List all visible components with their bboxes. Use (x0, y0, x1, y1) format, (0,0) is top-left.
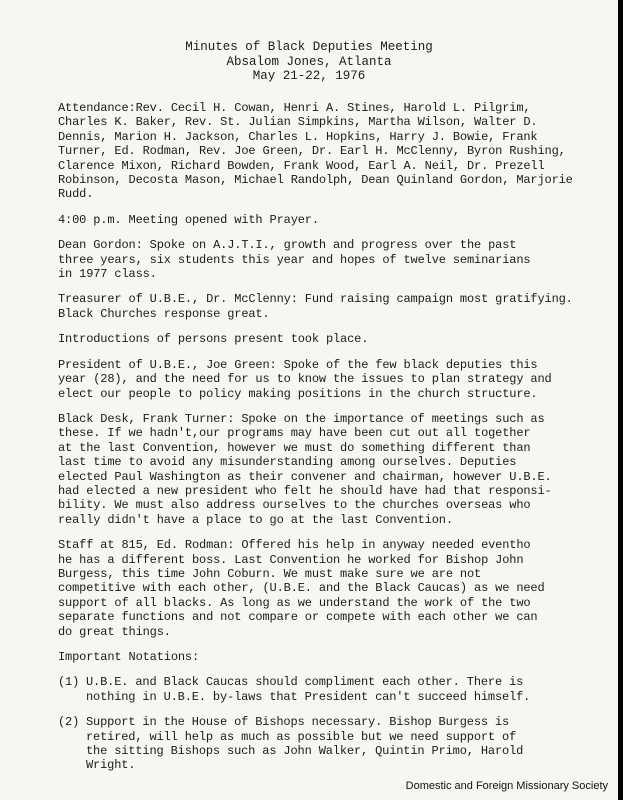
meeting-location: Absalom Jones, Atlanta (226, 54, 392, 69)
notation-number: (1) (58, 675, 80, 690)
archive-watermark: Domestic and Foreign Missionary Society (405, 780, 608, 792)
document-header (0, 40, 618, 84)
notation-item (58, 675, 610, 704)
black-desk-paragraph: Black Desk, Frank Turner: Spoke on the importance of meetings such as these. If we hadn't,our programs may have been cut out all together at the last Convention, however we must do something different than last time to avoid any misunderstanding among ourselves. Deputies elected Paul Washington as their convener and chairman, however U.B.E. had elected a new president who felt he should have had that responsi- bility. We must also address ourselves to the churches overseas who really didn't have a place to go at the last Convention. (58, 411, 552, 527)
notation-text: U.B.E. and Black Caucas should compliment each other. There is nothing in U.B.E. by-laws that President can't succeed himself. (86, 675, 531, 704)
treasurer-paragraph: Treasurer of U.B.E., Dr. McClenny: Fund raising campaign most gratifying. Black Churches response great. (58, 292, 573, 321)
staff-paragraph: Staff at 815, Ed. Rodman: Offered his help in anyway needed eventho he has a different boss. Last Convention he worked for Bishop John Burgess, this time John Coburn. We must make sure we are not competitive with each other, (U.B.E. and the Black Caucas) as we need support of all blacks. As long as we understand the work of the two separate functions and not compare or compete with each other we can do great things. (58, 538, 545, 639)
introductions-paragraph: Introductions of persons present took place. (58, 332, 369, 347)
meeting-title: Minutes of Black Deputies Meeting (185, 40, 433, 54)
meeting-date: May 21-22, 1976 (252, 69, 366, 83)
attendance-paragraph: Attendance:Rev. Cecil H. Cowan, Henri A. Stines, Harold L. Pilgrim, Charles K. Baker, Rev. St. Julian Simpkins, Martha Wilson, Walter D. Dennis, Marion H. Jackson, Charles L. Hopkins, Harry J. Bowie, Frank Turner, Ed. Rodman, Rev. Joe Green, Dr. Earl H. McClenny, Byron Rushing, Clarence Mixon, Richard Bowden, Frank Wood, Earl A. Neil, Dr. Prezell Robinson, Decosta Mason, Michael Randolph, Dean Quinland Gordon, Marjorie Rudd. (58, 101, 573, 202)
notation-number: (2) (58, 715, 80, 730)
president-paragraph: President of U.B.E., Joe Green: Spoke of the few black deputies this year (28), and the need for us to know the issues to plan strategy and elect our people to policy making positions in the church structure. (58, 357, 552, 401)
dean-gordon-paragraph: Dean Gordon: Spoke on A.J.T.I., growth and progress over the past three years, six students this year and hopes of twelve seminarians in 1977 class. (58, 238, 531, 282)
opening-paragraph: 4:00 p.m. Meeting opened with Prayer. (58, 212, 319, 227)
notation-item (58, 715, 610, 773)
minutes-body (58, 101, 610, 784)
notation-text: Support in the House of Bishops necessary. Bishop Burgess is retired, will help as much as possible but we need support of the sitting Bishops such as John Walker, Quintin Primo, Harold Wright. (86, 715, 524, 773)
notations-heading: Important Notations: (58, 650, 200, 664)
